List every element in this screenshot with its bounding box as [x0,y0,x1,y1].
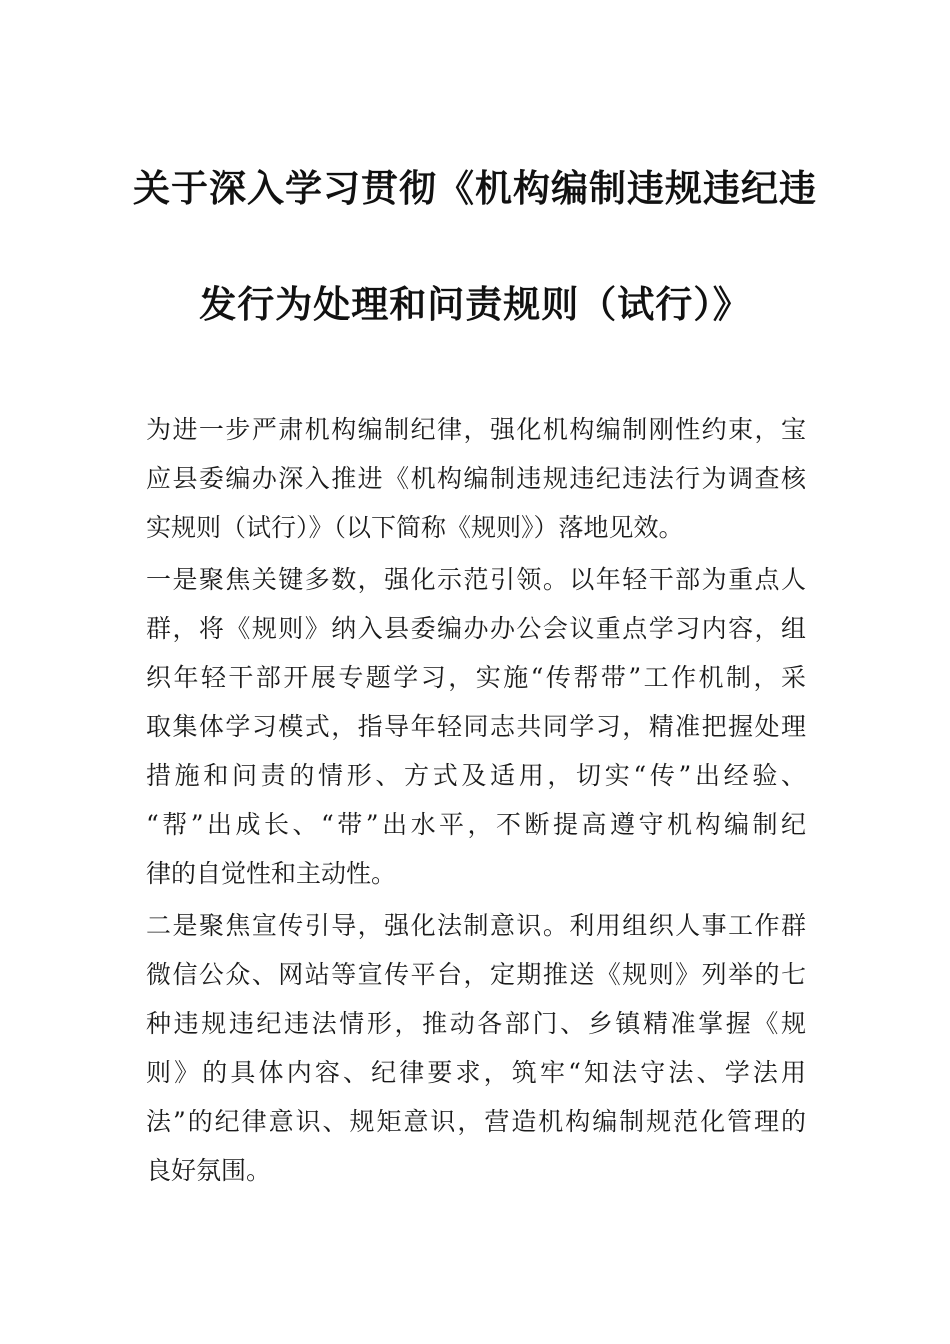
intro-paragraph-line-1: 为进一步严肃机构编制纪律，强化机构编制刚性约束，宝 [146,415,806,444]
section-one-line-7: 律的自觉性和主动性。 [146,859,397,888]
section-one-line-5: 措施和问责的情形、方式及适用，切实“传”出经验、 [146,761,806,790]
section-one-line-1: 一是聚焦关键多数，强化示范引领。以年轻干部为重点人 [146,565,806,594]
section-one-line-6: “帮”出成长、“带”出水平，不断提高遵守机构编制纪 [146,810,806,839]
document-title-line-2: 发行为处理和问责规则（试行）》 [199,283,751,326]
section-two-line-5: 法”的纪律意识、规矩意识，营造机构编制规范化管理的 [146,1107,806,1136]
section-one-line-4: 取集体学习模式，指导年轻同志共同学习，精准把握处理 [146,712,806,741]
section-two-line-3: 种违规违纪违法情形，推动各部门、乡镇精准掌握《规 [146,1009,806,1038]
intro-paragraph-line-2: 应县委编办深入推进《机构编制违规违纪违法行为调查核 [146,464,806,493]
document-title-line-1: 关于深入学习贯彻《机构编制违规违纪违 [133,167,817,210]
section-two-line-2: 微信公众、网站等宣传平台，定期推送《规则》列举的七 [146,960,806,989]
section-two-line-1: 二是聚焦宣传引导，强化法制意识。利用组织人事工作群 [146,911,806,940]
section-two-line-6: 良好氛围。 [146,1156,272,1185]
section-two-line-4: 则》的具体内容、纪律要求，筑牢“知法守法、学法用 [146,1058,806,1087]
intro-paragraph-line-3: 实规则（试行）》（以下简称《规则》）落地见效。 [146,513,684,542]
section-one-line-2: 群，将《规则》纳入县委编办办公会议重点学习内容，组 [146,614,806,643]
section-one-line-3: 织年轻干部开展专题学习，实施“传帮带”工作机制，采 [146,663,806,692]
